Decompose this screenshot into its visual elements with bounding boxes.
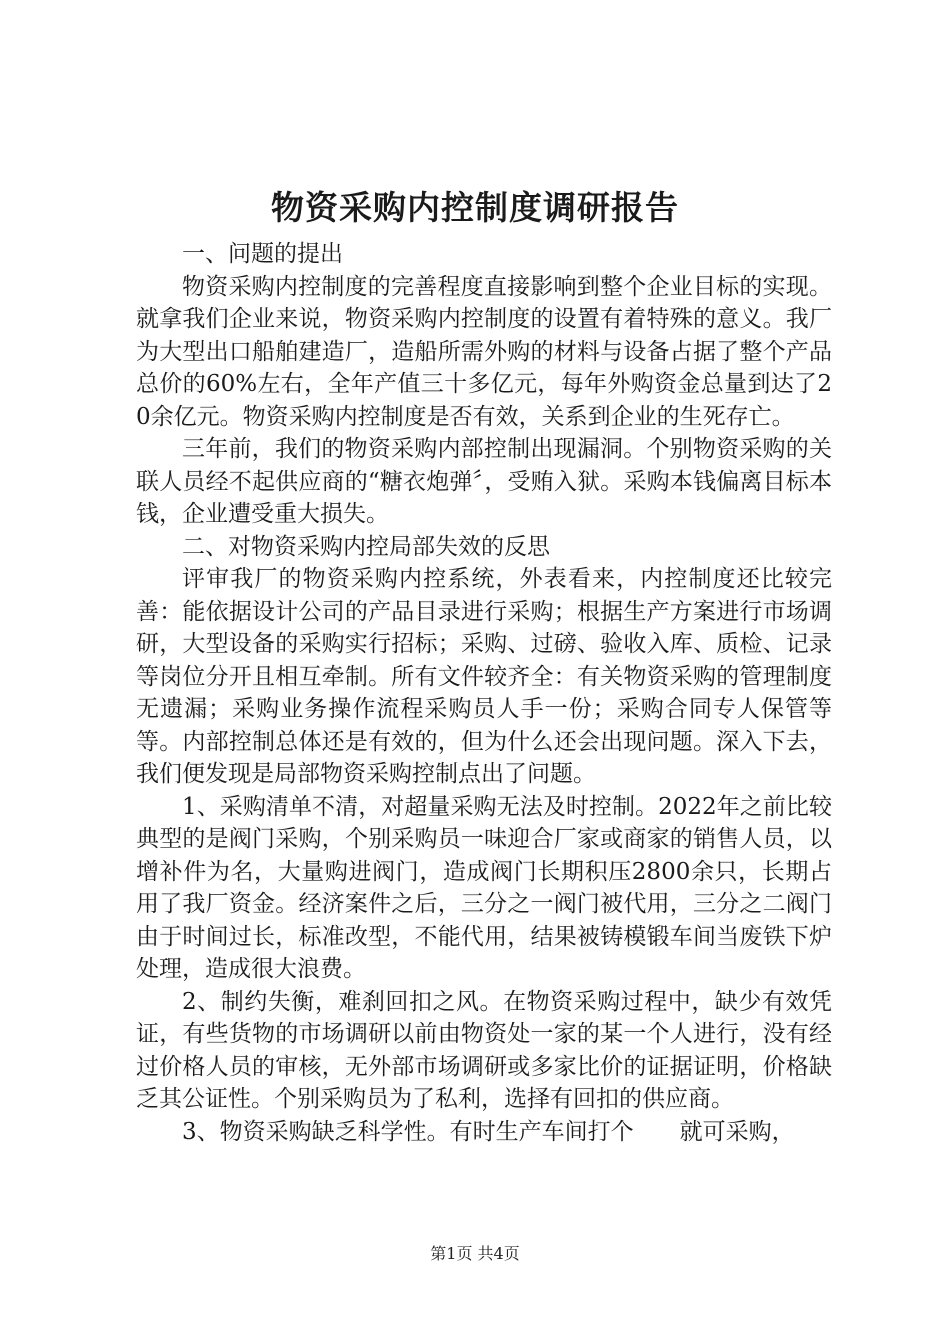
paragraph-review: 评审我厂的物资采购内控系统，外表看来，内控制度还比较完善：能依据设计公司的产品目录进行采购；根据生产方案进行市场调研，大型设备的采购实行招标；采购、过磅、验收入库、质检、记录等岗位分开且相互牵制。所有文件较齐全：有关物资采购的管理制度无遗漏；采购业务操作流程采购员人手一份；采购合同专人保管等等。内部控制总体还是有效的，但为什么还会出现问题。深入下去，我们便发现是局部物资采购控制点出了问题。 — [136, 566, 832, 787]
document-body — [136, 238, 832, 1148]
paragraph-point-3: 3、物资采购缺乏科学性。有时生产车间打个 就可采购， — [182, 1118, 795, 1145]
paragraph-point-1: 1、采购清单不清，对超量采购无法及时控制。2022年之前比较典型的是阀门采购，个别采购员一味迎合厂家或商家的销售人员，以增补件为名，大量购进阀门，造成阀门长期积压2800余只，长期占用了我厂资金。经济案件之后，三分之一阀门被代用，三分之二阀门由于时间过长，标准改型，不能代用，结果被铸模锻车间当废铁下炉处理，造成很大浪费。 — [136, 793, 832, 982]
paragraph-point-2: 2、制约失衡，难刹回扣之风。在物资采购过程中，缺少有效凭证，有些货物的市场调研以前由物资处一家的某一个人进行，没有经过价格人员的审核，无外部市场调研或多家比价的证据证明，价格缺乏其公证性。个别采购员为了私利，选择有回扣的供应商。 — [136, 988, 832, 1112]
page-number-footer: 第1页 共4页 — [430, 1244, 520, 1263]
document-title: 物资采购内控制度调研报告 — [271, 188, 679, 227]
paragraph-history: 三年前，我们的物资采购内部控制出现漏洞。个别物资采购的关联人员经不起供应商的“糖衣炮弹〞，受贿入狱。采购本钱偏离目标本钱，企业遭受重大损失。 — [136, 436, 832, 527]
section-heading-reflection: 二、对物资采购内控局部失效的反思 — [182, 533, 550, 560]
paragraph-intro: 物资采购内控制度的完善程度直接影响到整个企业目标的实现。就拿我们企业来说，物资采购内控制度的设置有着特殊的意义。我厂为大型出口船舶建造厂，造船所需外购的材料与设备占据了整个产品总价的60%左右，全年产值三十多亿元，每年外购资金总量到达了20余亿元。物资采购内控制度是否有效，关系到企业的生死存亡。 — [136, 273, 832, 430]
section-heading-problem: 一、问题的提出 — [182, 241, 343, 267]
